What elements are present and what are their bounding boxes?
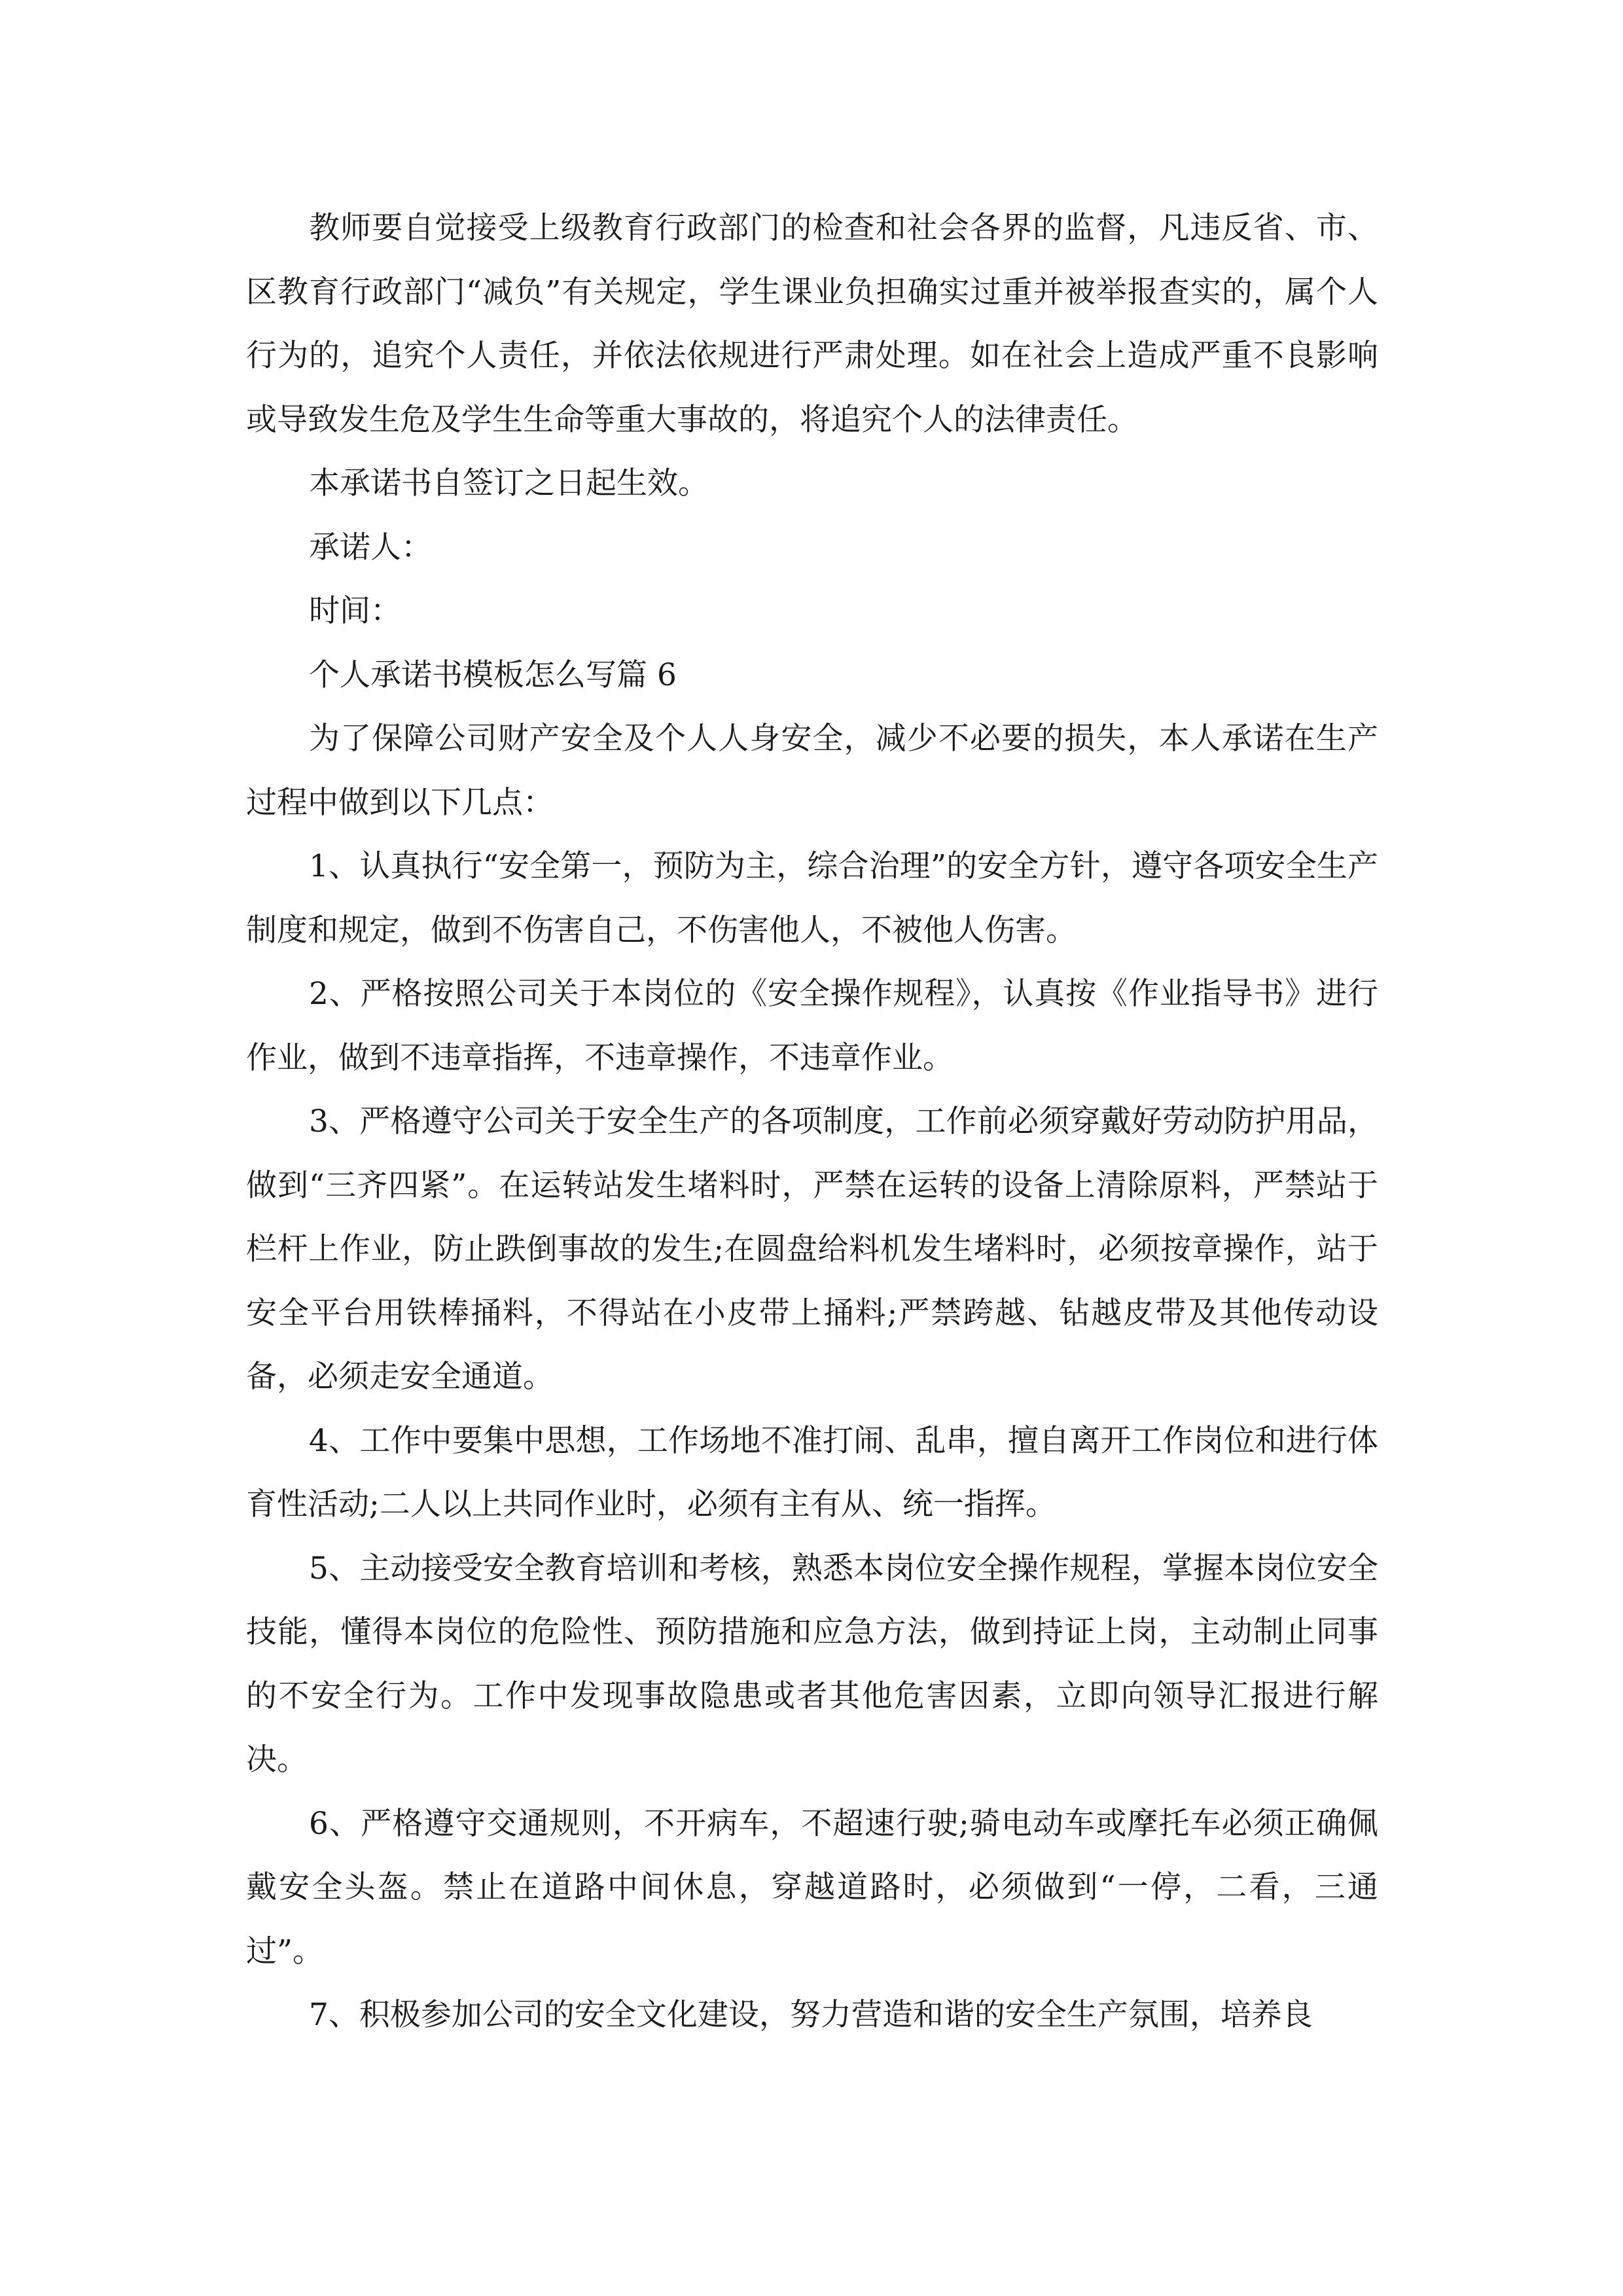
document-body: [246, 196, 1378, 2047]
list-item-5: 5、主动接受安全教育培训和考核，熟悉本岗位安全操作规程，掌握本岗位安全技能，懂得本岗位的危险性、预防措施和应急方法，做到持证上岗，主动制止同事的不安全行为。工作中发现事故隐患或者其他危害因素，立即向领导汇报进行解决。: [246, 1550, 1378, 1778]
signature-line-date: 时间：: [309, 593, 401, 629]
list-item-6: 6、严格遵守交通规则，不开病车，不超速行驶;骑电动车或摩托车必须正确佩戴安全头盔。禁止在道路中间休息，穿越道路时，必须做到“一停，二看，三通过”。: [246, 1805, 1378, 1969]
list-item-1: 1、认真执行“安全第一，预防为主，综合治理”的安全方针，遵守各项安全生产制度和规定，做到不伤害自己，不伤害他人，不被他人伤害。: [246, 848, 1378, 948]
list-item-2: 2、严格按照公司关于本岗位的《安全操作规程》，认真按《作业指导书》进行作业，做到不违章指挥，不违章操作，不违章作业。: [246, 976, 1378, 1076]
list-item-7: 7、积极参加公司的安全文化建设，努力营造和谐的安全生产氛围，培养良: [309, 1997, 1313, 2033]
paragraph-intro: 为了保障公司财产安全及个人人身安全，减少不必要的损失，本人承诺在生产过程中做到以下几点：: [246, 721, 1378, 821]
section-title: 个人承诺书模板怎么写篇 6: [309, 656, 677, 693]
list-item-4: 4、工作中要集中思想，工作场地不准打闹、乱串，擅自离开工作岗位和进行体育性活动;二人以上共同作业时，必须有主有从、统一指挥。: [246, 1422, 1378, 1522]
list-item-3: 3、严格遵守公司关于安全生产的各项制度，工作前必须穿戴好劳动防护用品，做到“三齐四紧”。在运转站发生堵料时，严禁在运转的设备上清除原料，严禁站于栏杆上作业，防止跌倒事故的发生;在圆盘给料机发生堵料时，必须按章操作，站于安全平台用铁棒捅料，不得站在小皮带上捅料;严禁跨越、钻越皮带及其他传动设备，必须走安全通道。: [246, 1103, 1378, 1395]
paragraph-effective-date: 本承诺书自签订之日起生效。: [309, 465, 709, 501]
paragraph-teacher-supervision: 教师要自觉接受上级教育行政部门的检查和社会各界的监督，凡违反省、市、区教育行政部门“减负”有关规定，学生课业负担确实过重并被举报查实的，属个人行为的，追究个人责任，并依法依规进行严肃处理。如在社会上造成严重不良影响或导致发生危及学生生命等重大事故的，将追究个人的法律责任。: [246, 210, 1378, 438]
signature-line-promisor: 承诺人：: [309, 529, 432, 565]
